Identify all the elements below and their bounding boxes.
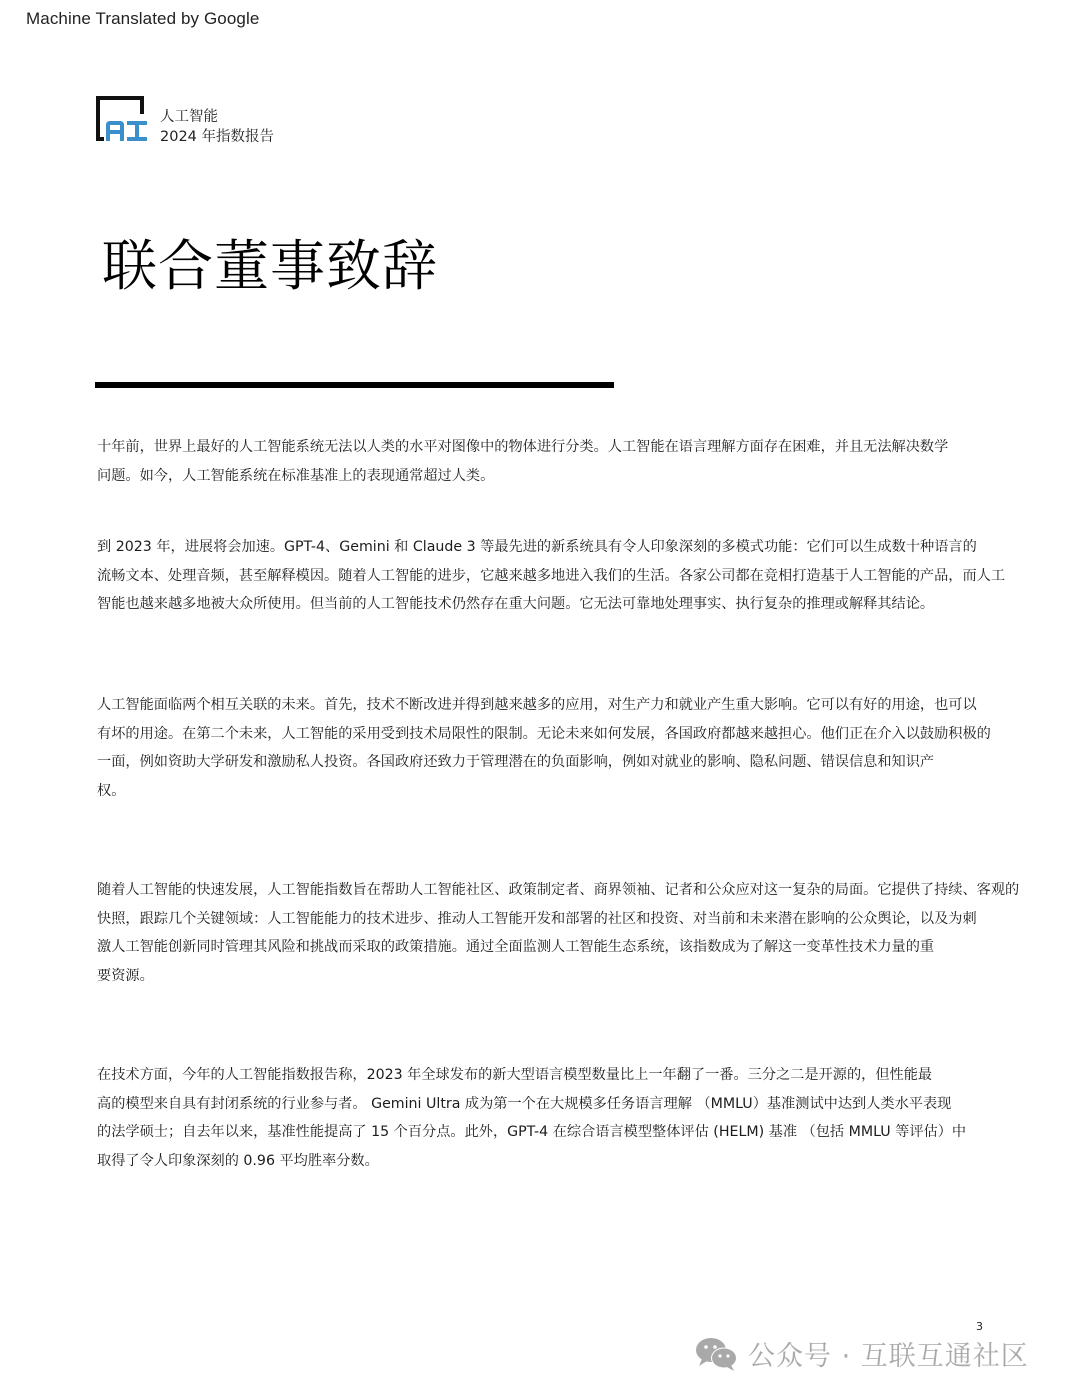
paragraph-line: 激人工智能创新同时管理其风险和挑战而采取的政策措施。通过全面监测人工智能生态系统，该指数成为了解这一变革性技术力量的重 (97, 939, 935, 955)
paragraph-line: 要资源。 (97, 967, 154, 984)
paragraph-line: 高的模型来自具有封闭系统的行业参与者。 Gemini Ultra 成为第一个在大规模多任务语言理解 （MMLU）基准测试中达到人类水平表现 (97, 1095, 952, 1112)
paragraph-line: 一面，例如资助大学研发和激励私人投资。各国政府还致力于管理潜在的负面影响，例如对就业的影响、隐私问题、错误信息和知识产 (97, 754, 935, 770)
paragraph-line: 流畅文本、处理音频，甚至解释模因。随着人工智能的进步，它越来越多地进入我们的生活。各家公司都在竞相打造基于人工智能的产品，而人工 (97, 567, 1006, 584)
paragraph-line: 人工智能面临两个相互关联的未来。首先，技术不断改进并得到越来越多的应用，对生产力和就业产生重大影响。它可以有好的用途，也可以 (97, 697, 977, 713)
report-name-line1: 人工智能 (160, 109, 218, 125)
paragraph-line: 在技术方面，今年的人工智能指数报告称，2023 年全球发布的新大型语言模型数量比上一年翻了一番。三分之二是开源的，但性能最 (97, 1067, 933, 1083)
watermark-text: 公众号 · 互联互通社区 (748, 1341, 1029, 1372)
paragraph-line: 取得了令人印象深刻的 0.96 平均胜率分数。 (97, 1152, 379, 1169)
paragraph-line: 有坏的用途。在第二个未来，人工智能的采用受到技术局限性的限制。无论未来如何发展，各国政府都越来越担心。他们正在介入以鼓励积极的 (97, 725, 991, 742)
paragraph-5 (97, 1061, 987, 1175)
paragraph-1 (97, 433, 987, 490)
paragraph-line: 权。 (97, 782, 126, 799)
page-number: 3 (976, 1320, 983, 1333)
machine-translation-banner: Machine Translated by Google (26, 9, 260, 28)
report-name-line2: 2024 年指数报告 (160, 129, 275, 145)
report-header (94, 95, 274, 143)
paragraph-4 (97, 876, 1020, 990)
paragraph-line: 快照，跟踪几个关键领域：人工智能能力的技术进步、推动人工智能开发和部署的社区和投资、对当前和未来潜在影响的公众舆论，以及为刺 (97, 910, 977, 927)
title-divider (95, 382, 614, 388)
paragraph-2 (97, 533, 1006, 619)
wechat-icon (694, 1336, 740, 1372)
paragraph-line: 到 2023 年，进展将会加速。GPT-4、Gemini 和 Claude 3 等最先进的新系统具有令人印象深刻的多模式功能：它们可以生成数十种语言的 (97, 539, 977, 555)
report-name (160, 107, 274, 147)
paragraph-line: 智能也越来越多地被大众所使用。但当前的人工智能技术仍然存在重大问题。它无法可靠地处理事实、执行复杂的推理或解释其结论。 (97, 596, 935, 612)
page-title: 联合董事致辞 (102, 234, 439, 298)
wechat-watermark (694, 1334, 1029, 1373)
paragraph-3 (97, 691, 991, 805)
paragraph-line: 随着人工智能的快速发展，人工智能指数旨在帮助人工智能社区、政策制定者、商界领袖、记者和公众应对这一复杂的局面。它提供了持续、客观的 (97, 882, 1020, 898)
paragraph-line: 十年前，世界上最好的人工智能系统无法以人类的水平对图像中的物体进行分类。人工智能在语言理解方面存在困难，并且无法解决数学 (97, 439, 949, 455)
ai-index-logo-icon (94, 95, 150, 143)
paragraph-line: 的法学硕士；自去年以来，基准性能提高了 15 个百分点。此外，GPT-4 在综合语言模型整体评估 (HELM) 基准 （包括 MMLU 等评估）中 (97, 1124, 967, 1140)
paragraph-line: 问题。如今，人工智能系统在标准基准上的表现通常超过人类。 (97, 467, 495, 484)
